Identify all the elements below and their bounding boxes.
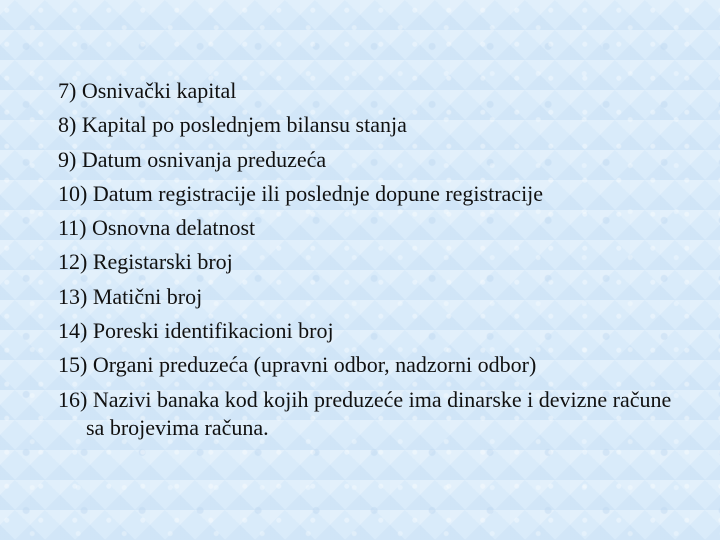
list-item-10: 10) Datum registracije ili poslednje dopune registracije — [58, 180, 544, 206]
list-item-16: 16) Nazivi banaka kod kojih preduzeće ima dinarske i devizne račune sa brojevima računa. — [58, 386, 672, 440]
list-item-9: 9) Datum osnivanja preduzeća — [58, 146, 327, 172]
list-item-15: 15) Organi preduzeća (upravni odbor, nadzorni odbor) — [58, 352, 537, 378]
list-item-11: 11) Osnovna delatnost — [58, 215, 256, 241]
list-item-13: 13) Matični broj — [58, 283, 203, 309]
list-item-12: 12) Registarski broj — [58, 249, 233, 275]
list-item-7: 7) Osnivački kapital — [58, 78, 237, 103]
list-item-8: 8) Kapital po poslednjem bilansu stanja — [58, 112, 407, 138]
list-item-14: 14) Poreski identifikacioni broj — [58, 318, 334, 344]
item-list — [58, 74, 678, 442]
